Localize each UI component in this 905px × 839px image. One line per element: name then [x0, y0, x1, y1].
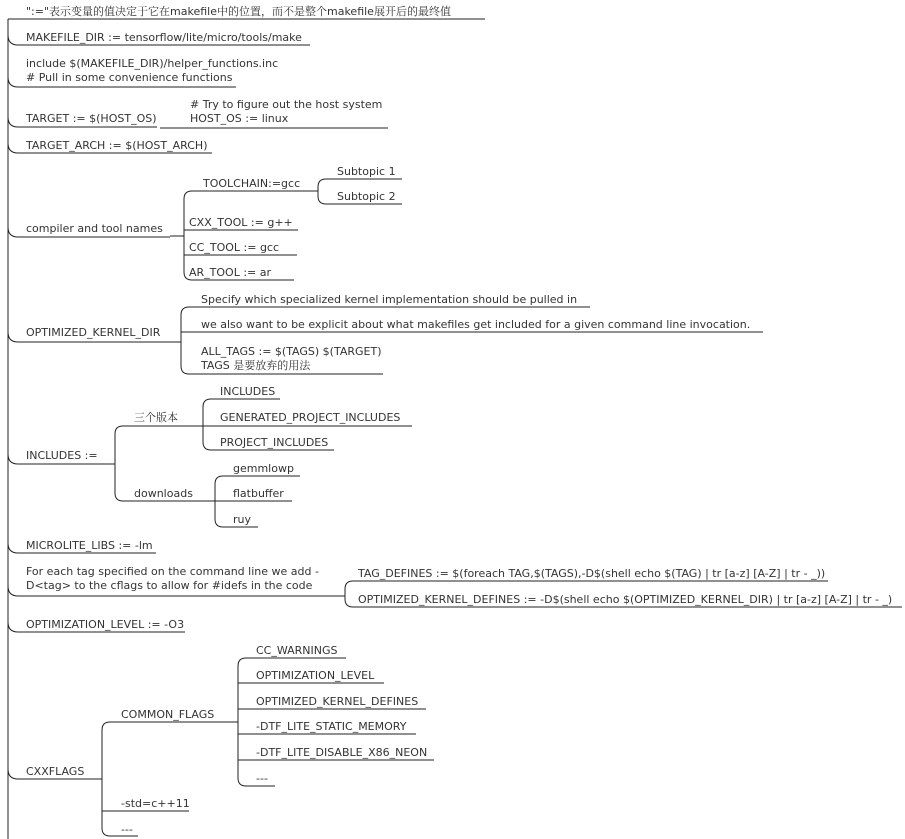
topic-includes-item[interactable]: INCLUDES: [220, 385, 276, 398]
topic-cc-warnings[interactable]: CC_WARNINGS: [256, 644, 338, 657]
topic-common-flags[interactable]: COMMON_FLAGS: [121, 708, 215, 721]
topic-gemmlowp[interactable]: gemmlowp: [233, 462, 294, 475]
topic-optimization-level[interactable]: OPTIMIZATION_LEVEL := -O3: [26, 618, 185, 631]
topic-std-cxx11[interactable]: -std=c++11: [121, 797, 190, 810]
topic-toolchain[interactable]: TOOLCHAIN:=gcc: [203, 177, 301, 190]
topic-target-arch[interactable]: TARGET_ARCH := $(HOST_ARCH): [26, 139, 208, 152]
topic-three-versions[interactable]: 三个版本: [134, 411, 178, 424]
topic-for-each-tag[interactable]: [26, 565, 319, 593]
branch-curve-bottom: [238, 722, 246, 786]
branch-curve-top: [345, 581, 353, 596]
topic-subtopic-1[interactable]: Subtopic 1: [337, 165, 396, 178]
topic-static-memory[interactable]: -DTF_LITE_STATIC_MEMORY: [256, 720, 407, 733]
topic-kernel-explicit[interactable]: we also want to be explicit about what makefiles get included for a given command line invocation.: [201, 318, 751, 331]
topic-microlite-libs[interactable]: MICROLITE_LIBS := -lm: [26, 539, 153, 552]
branch-curve-top: [318, 179, 326, 191]
branch-curve-bottom: [345, 596, 353, 607]
topic-include-helper[interactable]: [26, 57, 278, 85]
branch-curve-top: [102, 722, 110, 779]
topic-tag-defines[interactable]: TAG_DEFINES := $(foreach TAG,$(TAGS),-D$(shell echo $(TAG) | tr [a-z] [A-Z] | tr - _)): [358, 567, 826, 580]
branch-curve-top: [215, 476, 223, 501]
topic-optimization-level-flag[interactable]: OPTIMIZATION_LEVEL: [256, 669, 375, 682]
topic-line: HOST_OS := linux: [190, 112, 289, 125]
topic-optimized-kernel-defines[interactable]: OPTIMIZED_KERNEL_DEFINES := -D$(shell echo $(OPTIMIZED_KERNEL_DIR) | tr [a-z] [A-Z] | tr - _): [358, 593, 893, 606]
topic-cxxflags-more[interactable]: ---: [121, 823, 133, 836]
topic-line: include $(MAKEFILE_DIR)/helper_functions.inc: [26, 57, 279, 70]
topic-compiler-tool-names[interactable]: compiler and tool names: [26, 222, 163, 235]
topic-common-more[interactable]: ---: [256, 772, 268, 785]
topic-line: For each tag specified on the command line we add -: [26, 565, 319, 578]
topic-optimized-kernel-dir[interactable]: OPTIMIZED_KERNEL_DIR: [26, 326, 161, 339]
topic-flatbuffer[interactable]: flatbuffer: [233, 487, 284, 500]
topic-host-os[interactable]: [190, 98, 382, 126]
topic-line: # Pull in some convenience functions: [26, 71, 233, 84]
branch-curve-top: [181, 307, 189, 342]
branch-curve-bottom: [115, 464, 123, 501]
topic-line: TAGS 是要放弃的用法: [201, 359, 311, 372]
topic-target[interactable]: TARGET := $(HOST_OS): [26, 112, 157, 125]
topic-all-tags[interactable]: [201, 345, 382, 373]
topic-generated-project-includes[interactable]: GENERATED_PROJECT_INCLUDES: [220, 411, 401, 424]
branch-curve-top: [203, 399, 211, 426]
topic-optimized-kernel-defines-flag[interactable]: OPTIMIZED_KERNEL_DEFINES: [256, 695, 419, 708]
topic-disable-x86-neon[interactable]: -DTF_LITE_DISABLE_X86_NEON: [256, 746, 428, 759]
topic-cc-tool[interactable]: CC_TOOL := gcc: [189, 241, 280, 254]
topic-line: D<tag> to the cflags to allow for #idefs in the code: [26, 579, 313, 592]
topic-line: ALL_TAGS := $(TAGS) $(TARGET): [201, 345, 382, 358]
topic-downloads[interactable]: downloads: [134, 487, 193, 500]
topic-ar-tool[interactable]: AR_TOOL := ar: [189, 266, 272, 279]
branch-curve-bottom: [215, 501, 223, 527]
branch-curve-bottom: [318, 191, 326, 204]
branch-curve-top: [238, 658, 246, 722]
branch-curve-bottom: [203, 426, 211, 450]
topic-project-includes[interactable]: PROJECT_INCLUDES: [220, 436, 329, 449]
topic-subtopic-2[interactable]: Subtopic 2: [337, 190, 396, 203]
topic-ruy[interactable]: ruy: [233, 513, 252, 526]
branch-curve-top: [115, 426, 123, 464]
branch-curve-bottom: [181, 342, 189, 374]
topic-includes[interactable]: INCLUDES :=: [26, 449, 98, 462]
topic-kernel-specify[interactable]: Specify which specialized kernel implementation should be pulled in: [201, 293, 578, 306]
branch-curve-bottom: [102, 779, 110, 836]
topic-cxx-tool[interactable]: CXX_TOOL := g++: [189, 216, 293, 229]
topic-line: # Try to figure out the host system: [190, 98, 383, 111]
root-topic[interactable]: ":="表示变量的值决定于它在makefile中的位置，而不是整个makefile展开后的最终值: [26, 5, 451, 18]
topic-makefile-dir[interactable]: MAKEFILE_DIR := tensorflow/lite/micro/tools/make: [26, 31, 302, 44]
topic-cxxflags[interactable]: CXXFLAGS: [26, 765, 85, 778]
